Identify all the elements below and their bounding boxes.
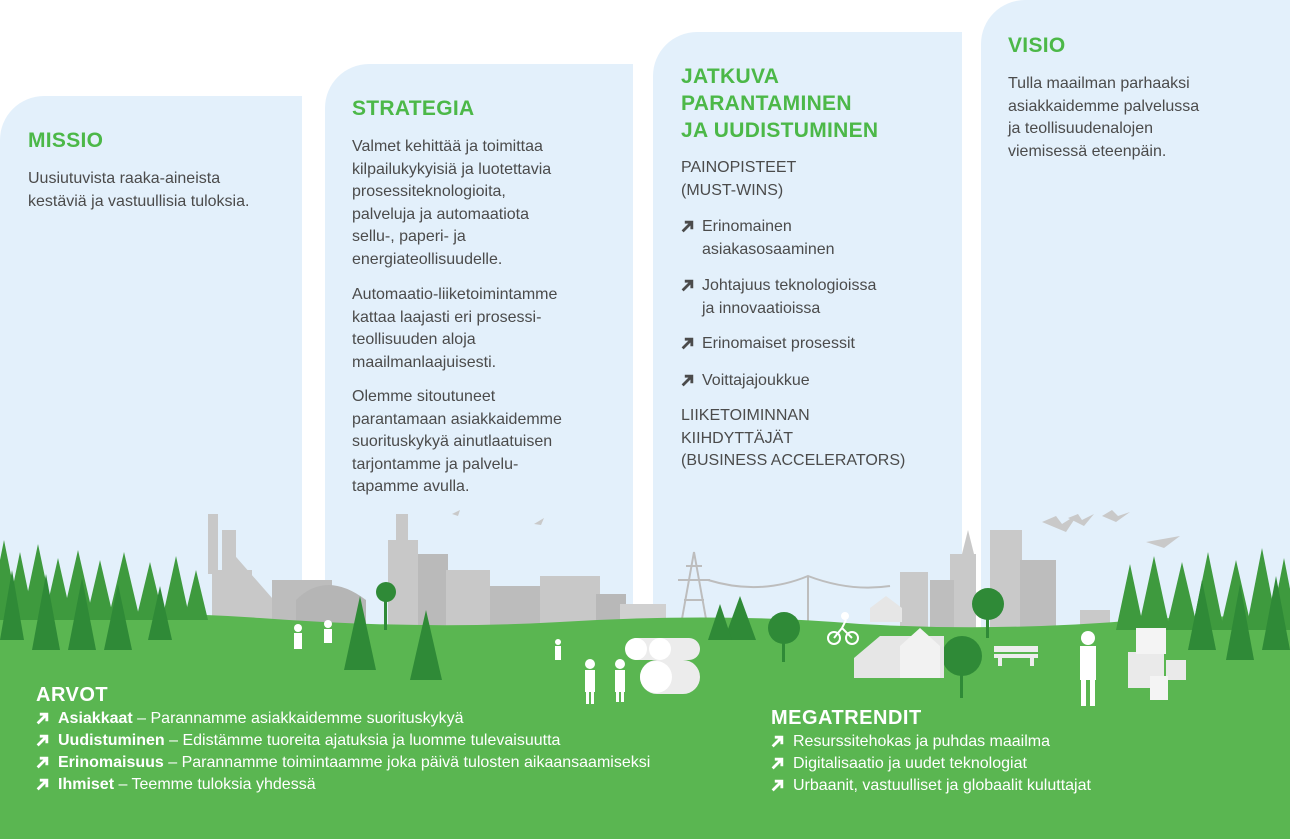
diagonal-arrow-icon <box>36 734 49 747</box>
vision-text: Tulla maailman parhaaksi asiakkaidemme palvelussa ja teollisuudenalojen viemisessä eteenpäin. <box>1008 75 1200 160</box>
diagonal-arrow-icon <box>771 779 784 792</box>
value-item: Erinomaisuus – Parannamme toimintaamme joka päivä tulosten aikaansaamiseksi <box>36 752 650 774</box>
diagonal-arrow-icon <box>36 712 49 725</box>
strategy-paragraph-2: Automaatio-liiketoimintamme kattaa laajasti eri prosessi- teollisuuden aloja maailmanlaajuisesti. <box>352 286 558 371</box>
must-win-item: Voittajajoukkue <box>681 370 810 393</box>
megatrend-item: Urbaanit, vastuulliset ja globaalit kuluttajat <box>771 775 1091 797</box>
megatrend-item: Digitalisaatio ja uudet teknologiat <box>771 753 1027 775</box>
diagonal-arrow-icon <box>771 757 784 770</box>
mission-title: MISSIO <box>28 129 104 152</box>
megatrend-item: Resurssitehokas ja puhdas maailma <box>771 731 1050 753</box>
values-title: ARVOT <box>36 684 109 706</box>
forest-left <box>0 540 208 620</box>
diagonal-arrow-icon <box>681 337 694 350</box>
diagonal-arrow-icon <box>681 220 694 233</box>
diagonal-arrow-icon <box>681 279 694 292</box>
improvement-title: JATKUVA PARANTAMINEN JA UUDISTUMINEN <box>681 65 879 142</box>
industrial-plant <box>208 514 666 630</box>
birds <box>452 510 1180 548</box>
accelerators-heading: LIIKETOIMINNAN KIIHDYTTÄJÄT (BUSINESS ACCELERATORS) <box>681 407 906 469</box>
vision-title: VISIO <box>1008 34 1066 57</box>
mission-text: Uusiutuvista raaka-aineista kestäviä ja vastuullisia tuloksia. <box>28 170 250 210</box>
diagonal-arrow-icon <box>681 374 694 387</box>
diagonal-arrow-icon <box>36 778 49 791</box>
value-item: Asiakkaat – Parannamme asiakkaidemme suorituskykyä <box>36 708 464 730</box>
strategy-title: STRATEGIA <box>352 97 475 120</box>
megatrends-title: MEGATRENDIT <box>771 707 922 729</box>
city-skyline <box>900 530 1110 630</box>
diagonal-arrow-icon <box>771 735 784 748</box>
strategy-paragraph-1: Valmet kehittää ja toimittaa kilpailukykyisiä ja luotettavia prosessiteknologioita, palveluja ja automaatiota sellu-, paperi- ja energiateollisuudelle. <box>352 138 552 268</box>
must-win-item: Erinomainen asiakasosaaminen <box>681 216 835 261</box>
value-item: Uudistuminen – Edistämme tuoreita ajatuksia ja luomme tulevaisuutta <box>36 730 560 752</box>
must-wins-heading: PAINOPISTEET (MUST-WINS) <box>681 159 797 199</box>
must-win-item: Erinomaiset prosessit <box>681 333 855 356</box>
diagonal-arrow-icon <box>36 756 49 769</box>
value-item: Ihmiset – Teemme tuloksia yhdessä <box>36 774 316 796</box>
must-win-item: Johtajuus teknologioissa ja innovaatioissa <box>681 275 876 320</box>
strategy-paragraph-3: Olemme sitoutuneet parantamaan asiakkaidemme suorituskykyä ainutlaatuisen tarjontamme ja palvelu- tapamme avulla. <box>352 388 562 495</box>
